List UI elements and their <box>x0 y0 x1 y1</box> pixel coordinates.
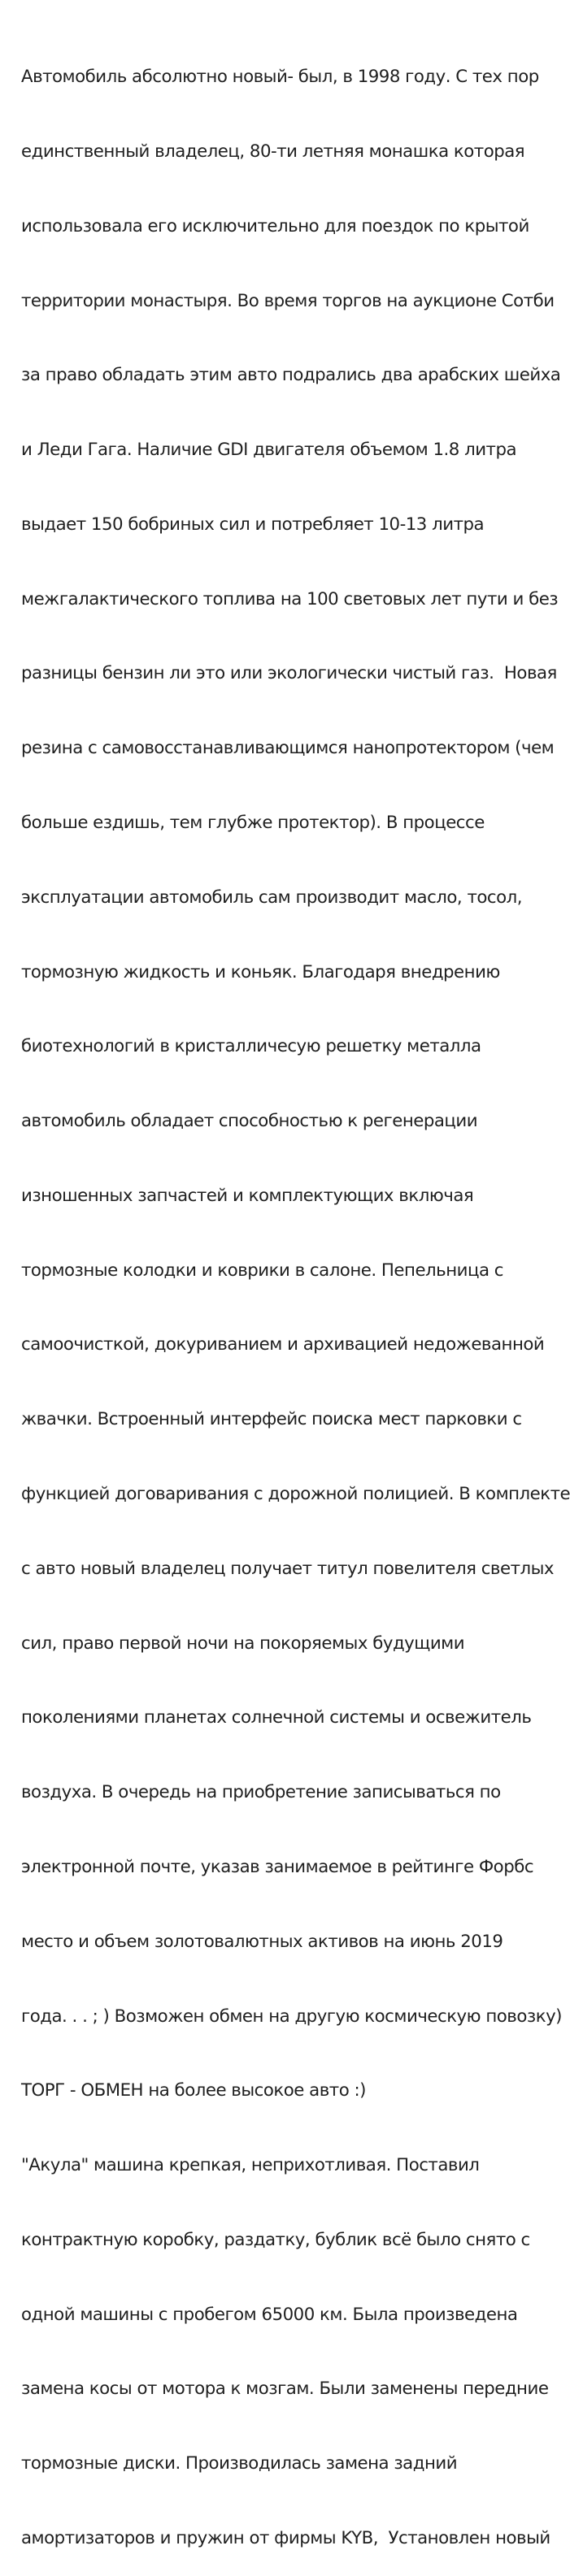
description-line: тормозные диски. Производилась замена задний <box>21 2453 458 2474</box>
description-line: жвачки. Встроенный интерфейс поиска мест парковки с <box>21 1409 522 1430</box>
description-line: биотехнологий в кристалличесую решетку металла <box>21 1036 481 1057</box>
description-line: резина с самовосстанавливающимся нанопротектором (чем <box>21 738 555 759</box>
description-line: больше ездишь, тем глубже протектор). В процессе <box>21 813 485 833</box>
description-line: межгалактического топлива на 100 световых лет пути и без <box>21 588 559 609</box>
description-line: использовала его исключительно для поездок по крытой <box>21 215 529 236</box>
description-line: сил, право первой ночи на покоряемых будущими <box>21 1633 465 1654</box>
description-line: Автомобиль абсолютно новый- был, в 1998 году. С тех пор <box>21 67 539 88</box>
description-line: электронной почте, указав занимаемое в рейтинге Форбс <box>21 1856 534 1877</box>
description-line: выдает 150 бобриных сил и потребляет 10-13 литра <box>21 514 485 535</box>
description-line: автомобиль обладает способностью к регенерации <box>21 1111 478 1132</box>
description-line: эксплуатации автомобиль сам производит масло, тосол, <box>21 887 523 908</box>
description-line: за право обладать этим авто подрались два арабских шейха <box>21 365 561 386</box>
description-line: воздуха. В очередь на приобретение записываться по <box>21 1782 501 1803</box>
description-line: амортизаторов и пружин от фирмы KYB, Установлен новый <box>21 2527 550 2548</box>
description-line: территории монастыря. Во время торгов на аукционе Сотби <box>21 290 555 311</box>
description-line: место и объем золотовалютных активов на июнь 2019 <box>21 1931 503 1952</box>
description-line: замена косы от мотора к мозгам. Были заменены передние <box>21 2379 549 2400</box>
description-line: тормозные колодки и коврики в салоне. Пепельница с <box>21 1260 503 1281</box>
description-line: разницы бензин ли это или экологически чистый газ. Новая <box>21 663 557 684</box>
description-line: одной машины с пробегом 65000 км. Была произведена <box>21 2304 518 2325</box>
description-line: единственный владелец, 80-ти летняя монашка которая <box>21 141 525 162</box>
description-line: функцией договаривания с дорожной полицией. В комплекте <box>21 1484 570 1505</box>
description-line: самоочисткой, докуриванием и архивацией недожеванной <box>21 1334 545 1355</box>
listing-description <box>21 15 570 2576</box>
description-line: контрактную коробку, раздатку, бублик всё было снято с <box>21 2229 530 2250</box>
description-line: ТОРГ - ОБМЕН на более высокое авто :) <box>21 2080 366 2101</box>
description-line: изношенных запчастей и комплектующих включая <box>21 1185 474 1206</box>
description-line: и Леди Гага. Наличие GDI двигателя объемом 1.8 литра <box>21 440 517 461</box>
description-line: "Акула" машина крепкая, неприхотливая. Поставил <box>21 2155 480 2176</box>
description-line: поколениями планетах солнечной системы и освежитель <box>21 1707 532 1728</box>
description-line: года. . . ; ) Возможен обмен на другую космическую повозку) <box>21 2006 562 2027</box>
description-line: с авто новый владелец получает титул повелителя светлых <box>21 1558 555 1579</box>
description-line: тормозную жидкость и коньяк. Благодаря внедрению <box>21 961 500 982</box>
